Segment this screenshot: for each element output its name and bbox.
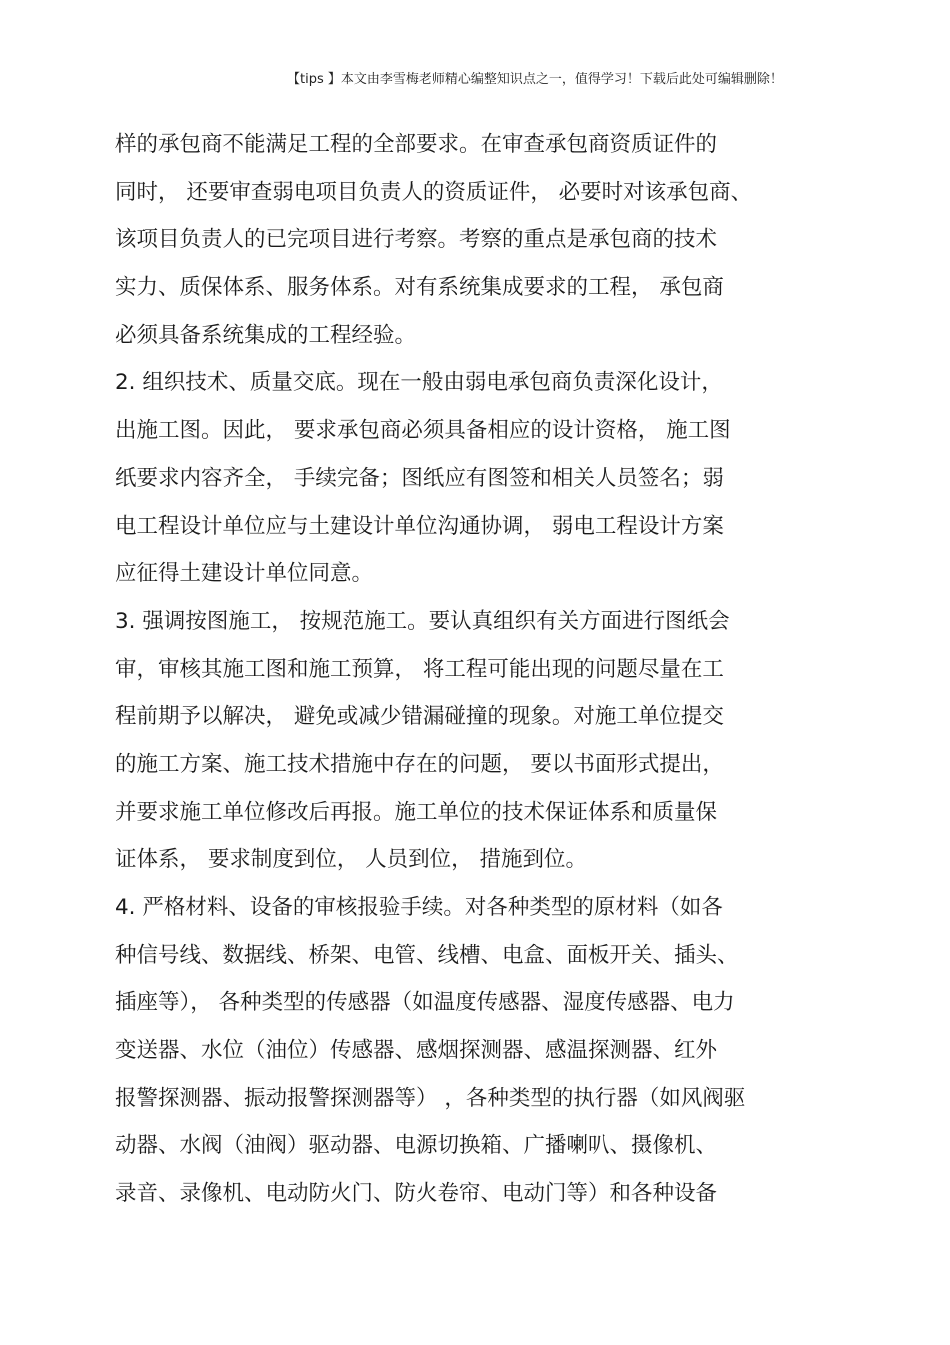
- tips-header: 【tips 】本文由李雪梅老师精心编整知识点之一，值得学习！下载后此处可编辑删除！: [287, 72, 783, 87]
- text-line: 必须具备系统集成的工程经验。: [115, 322, 417, 348]
- text-line: 证体系， 要求制度到位， 人员到位， 措施到位。: [115, 847, 588, 873]
- text-line: 出施工图。因此， 要求承包商必须具备相应的设计资格， 施工图: [115, 418, 731, 444]
- text-line: 动器、水阀（油阀）驱动器、电源切换箱、广播喇叭、摄像机、: [115, 1133, 718, 1159]
- text-line: 3. 强调按图施工， 按规范施工。要认真组织有关方面进行图纸会: [115, 608, 730, 634]
- text-line: 2. 组织技术、质量交底。现在一般由弱电承包商负责深化设计，: [115, 370, 723, 396]
- text-line: 的施工方案、施工技术措施中存在的问题， 要以书面形式提出，: [115, 751, 724, 777]
- text-line: 该项目负责人的已完项目进行考察。考察的重点是承包商的技术: [115, 227, 718, 253]
- text-line: 审，审核其施工图和施工预算， 将工程可能出现的问题尽量在工: [115, 656, 724, 682]
- text-line: 样的承包商不能满足工程的全部要求。在审查承包商资质证件的: [115, 132, 718, 157]
- text-line: 应征得土建设计单位同意。: [115, 561, 374, 587]
- body-text: [115, 128, 835, 1225]
- text-line: 纸要求内容齐全， 手续完备；图纸应有图签和相关人员签名；弱: [115, 465, 724, 491]
- text-line: 报警探测器、振动报警探测器等） ，各种类型的执行器（如风阀驱: [115, 1085, 746, 1111]
- text-line: 插座等）， 各种类型的传感器（如温度传感器、湿度传感器、电力: [115, 990, 735, 1016]
- text-line: 实力、质保体系、服务体系。对有系统集成要求的工程， 承包商: [115, 275, 724, 301]
- text-line: 种信号线、数据线、桥架、电管、线槽、电盒、面板开关、插头、: [115, 942, 739, 968]
- text-line: 并要求施工单位修改后再报。施工单位的技术保证体系和质量保: [115, 799, 718, 825]
- text-line: 变送器、水位（油位）传感器、感烟探测器、感温探测器、红外: [115, 1038, 718, 1064]
- text-line: 同时， 还要审查弱电项目负责人的资质证件， 必要时对该承包商、: [115, 179, 753, 205]
- text-line: 程前期予以解决， 避免或减少错漏碰撞的现象。对施工单位提交: [115, 704, 724, 730]
- text-line: 录音、录像机、电动防火门、防火卷帘、电动门等）和各种设备: [115, 1181, 718, 1207]
- text-line: 电工程设计单位应与土建设计单位沟通协调， 弱电工程设计方案: [115, 513, 724, 539]
- text-line: 4. 严格材料、设备的审核报验手续。对各种类型的原材料（如各: [115, 895, 723, 920]
